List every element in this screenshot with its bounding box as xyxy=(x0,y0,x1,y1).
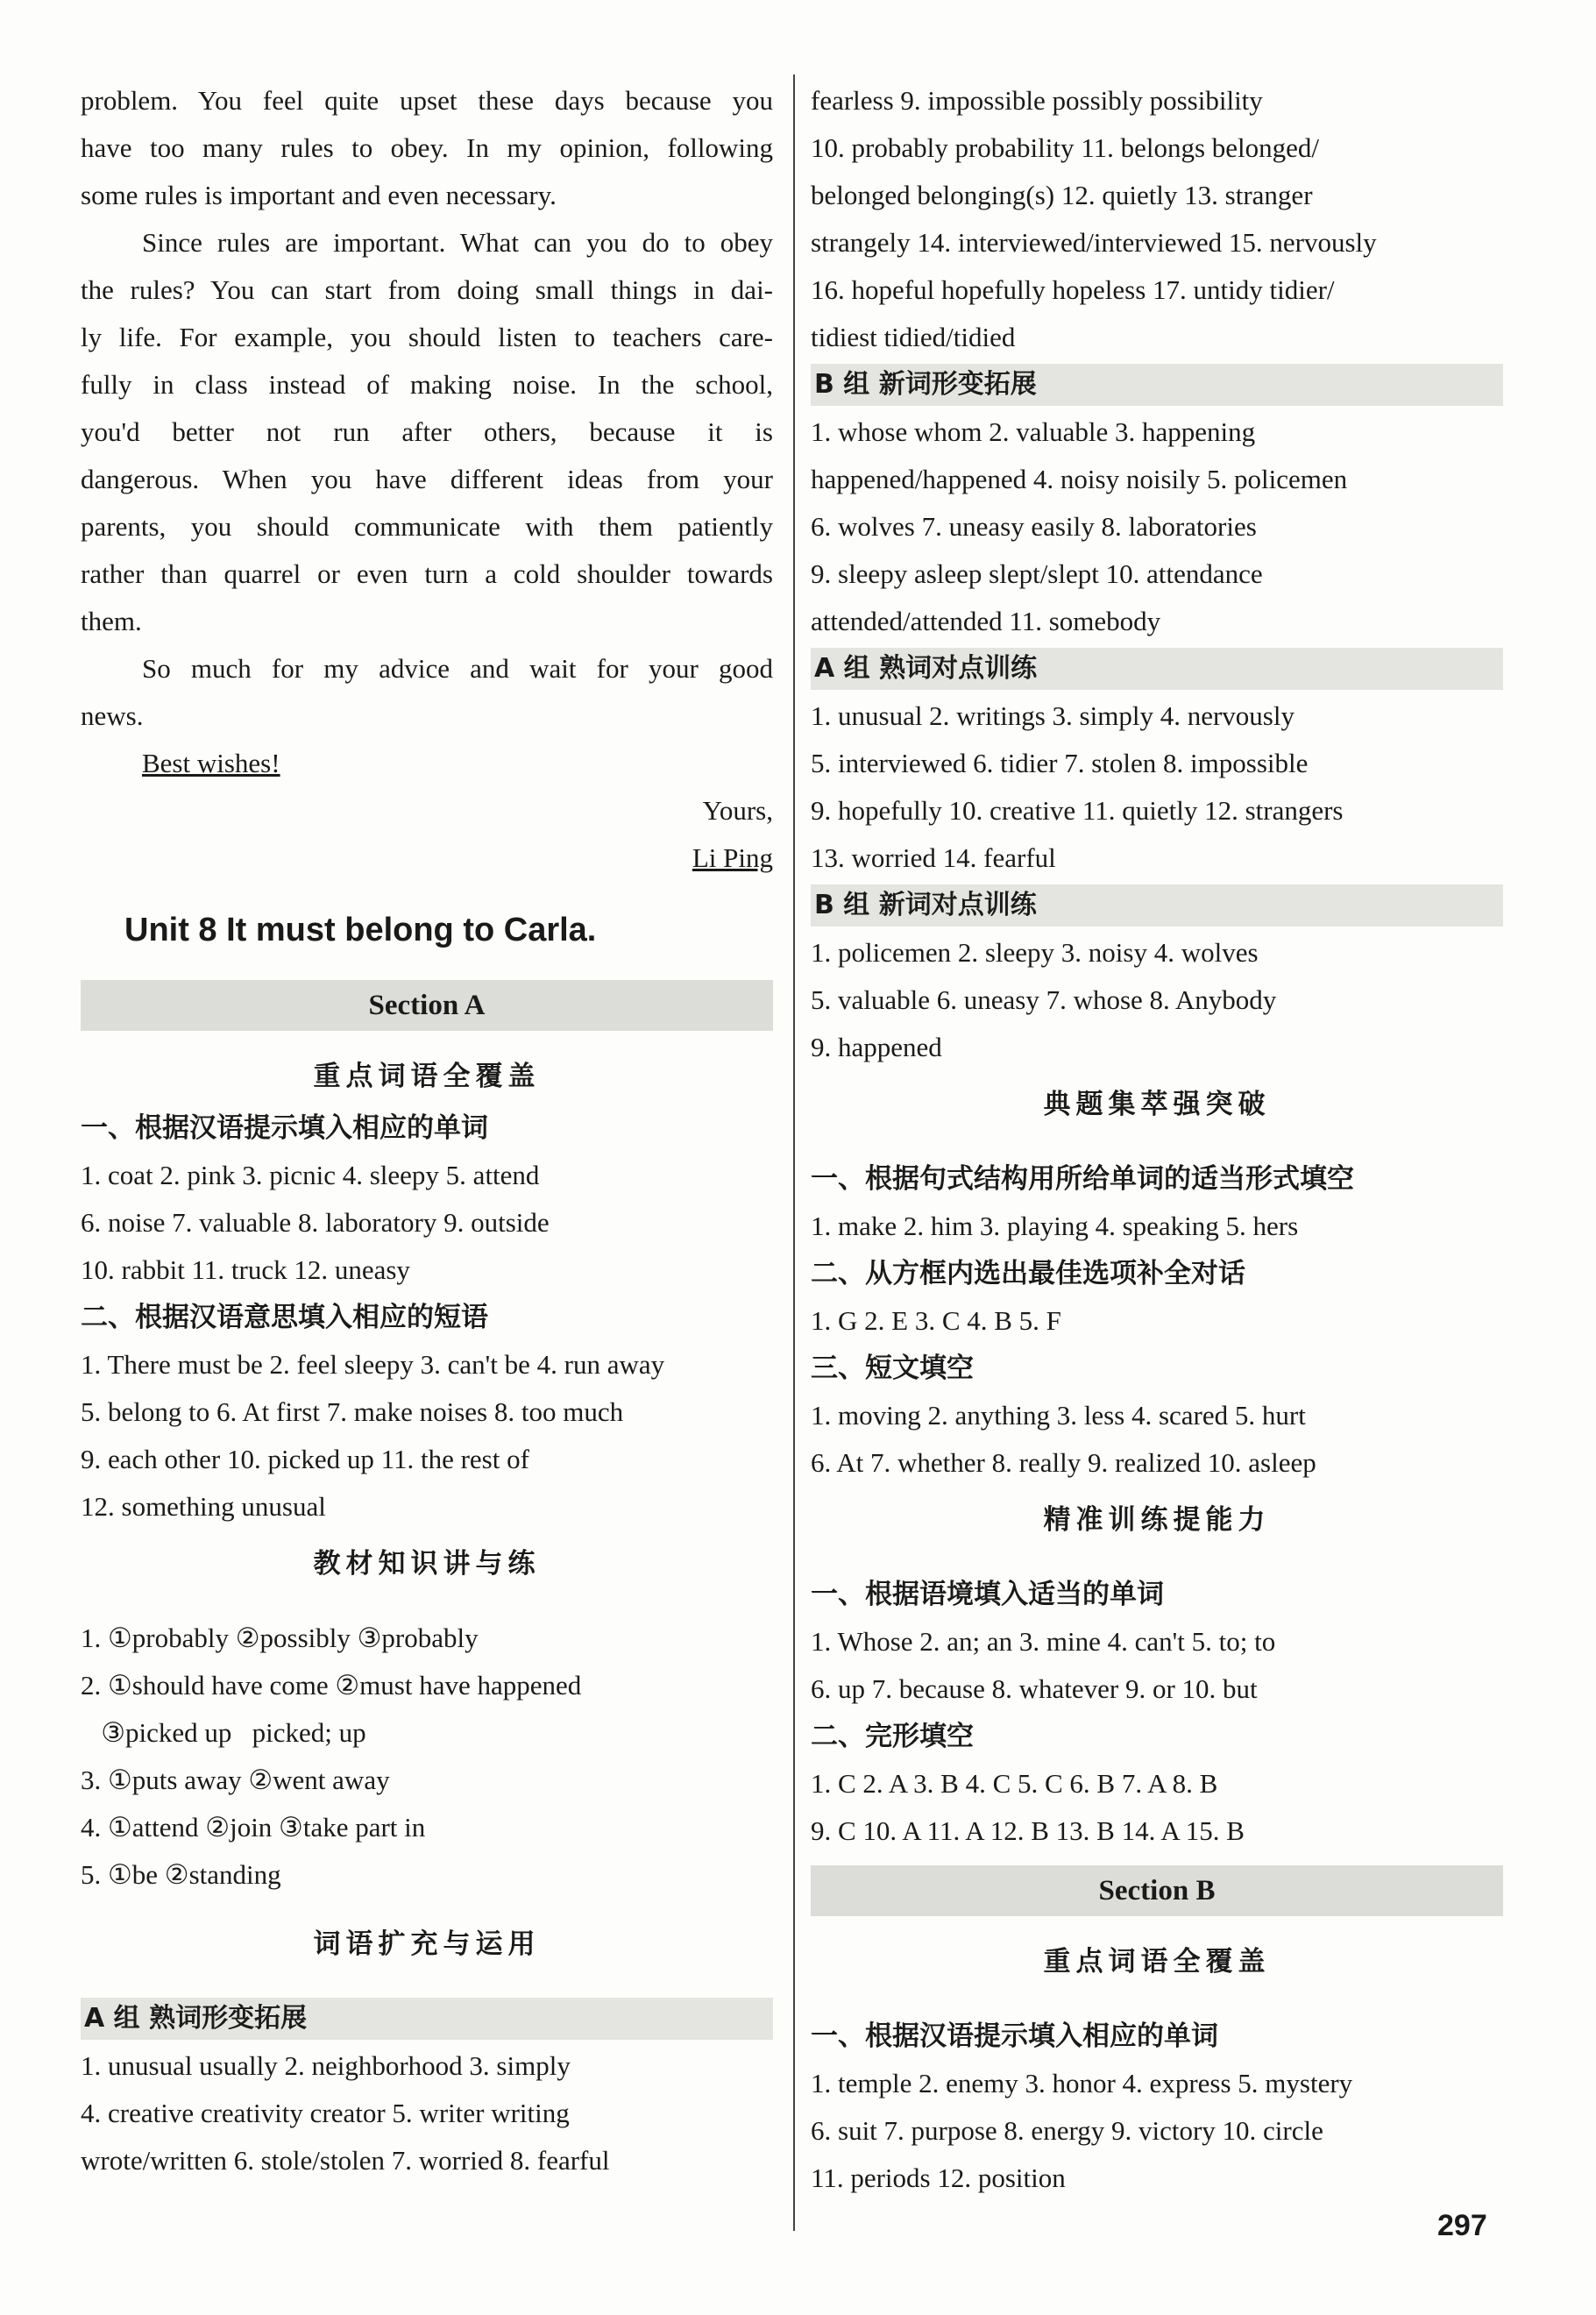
answer-line: 6. At 7. whether 8. really 9. realized 10. asleep xyxy=(811,1447,1316,1478)
heading-expand: 词语扩充与运用 xyxy=(313,1928,541,1960)
signature-text: Li Ping xyxy=(692,842,773,873)
answer-line: 10. rabbit 11. truck 12. uneasy xyxy=(81,1254,410,1285)
group-bar: A 组 熟词对点训练 xyxy=(811,648,1503,690)
heading-vocab: 重点词语全覆盖 xyxy=(313,1061,541,1092)
answer-line: 9. happened xyxy=(811,1032,942,1062)
text-line: parents, you should communicate with them patiently xyxy=(81,511,773,542)
text-line: rather than quarrel or even turn a cold shoulder towards xyxy=(81,558,773,589)
text-line: ly life. For example, you should listen to teachers care- xyxy=(81,322,773,352)
letter-sign-off: Yours, xyxy=(702,795,773,826)
text-line: some rules is important and even necessary. xyxy=(81,180,557,210)
answer-line: attended/attended 11. somebody xyxy=(811,606,1161,636)
answer-line: fearless 9. impossible possibly possibility xyxy=(811,85,1263,116)
sub-heading: 一、根据语境填入适当的单词 xyxy=(811,1579,1164,1610)
heading-textbook: 教材知识讲与练 xyxy=(313,1548,541,1580)
letter-paragraph-2 xyxy=(81,219,773,645)
group-bar: B 组 新词对点训练 xyxy=(811,884,1503,927)
heading-precise: 精准训练提能力 xyxy=(1043,1504,1271,1536)
letter-paragraph-3 xyxy=(81,645,773,740)
answer-line: 6. up 7. because 8. whatever 9. or 10. but xyxy=(811,1673,1258,1704)
answer-line: 1. unusual 2. writings 3. simply 4. nervously xyxy=(811,700,1295,731)
text-line: problem. You feel quite upset these days because you xyxy=(81,85,773,116)
answer-line: 16. hopeful hopefully hopeless 17. untidy tidier/ xyxy=(811,274,1335,305)
text-line: So much for my advice and wait for your good xyxy=(142,653,773,684)
closing-text: Best wishes! xyxy=(142,748,280,778)
answer-line: 1. make 2. him 3. playing 4. speaking 5. hers xyxy=(811,1211,1299,1241)
answer-line: 1. C 2. A 3. B 4. C 5. C 6. B 7. A 8. B xyxy=(811,1768,1218,1799)
answer-line: 5. interviewed 6. tidier 7. stolen 8. impossible xyxy=(811,748,1309,778)
answer-line: 1. Whose 2. an; an 3. mine 4. can't 5. to; to xyxy=(811,1626,1276,1657)
sub-heading: 二、从方框内选出最佳选项补全对话 xyxy=(811,1258,1245,1289)
heading-vocab-b: 重点词语全覆盖 xyxy=(1043,1946,1271,1978)
answer-line: 4. ①attend ②join ③take part in xyxy=(81,1812,426,1843)
answer-line: 4. creative creativity creator 5. writer writing xyxy=(81,2098,570,2128)
answer-line: wrote/written 6. stole/stolen 7. worried 8. fearful xyxy=(81,2145,610,2176)
text-line: the rules? You can start from doing small things in dai- xyxy=(81,274,773,305)
answer-line: 12. something unusual xyxy=(81,1491,326,1522)
answer-line: 1. whose whom 2. valuable 3. happening xyxy=(811,416,1256,447)
text-line: you'd better not run after others, because it is xyxy=(81,416,773,447)
sub-heading: 一、根据汉语提示填入相应的单词 xyxy=(811,2020,1218,2052)
answer-line: 5. ①be ②standing xyxy=(81,1859,281,1890)
text-line: them. xyxy=(81,606,142,636)
answer-line: 9. sleepy asleep slept/slept 10. attendance xyxy=(811,558,1263,589)
answer-line: 3. ①puts away ②went away xyxy=(81,1765,390,1795)
answer-line: 1. coat 2. pink 3. picnic 4. sleepy 5. attend xyxy=(81,1160,540,1190)
group-bar: B 组 新词形变拓展 xyxy=(811,364,1503,406)
answer-line: 1. ①probably ②possibly ③probably xyxy=(81,1623,479,1653)
answer-line: 1. moving 2. anything 3. less 4. scared 5. hurt xyxy=(811,1400,1306,1431)
letter-signature xyxy=(81,834,773,882)
answer-line: 5. belong to 6. At first 7. make noises 8. too much xyxy=(81,1396,624,1427)
answer-line: 9. C 10. A 11. A 12. B 13. B 14. A 15. B xyxy=(811,1815,1245,1846)
page-number: 297 xyxy=(1437,2209,1487,2242)
answer-line: ③picked up picked; up xyxy=(81,1717,366,1748)
answer-line: 13. worried 14. fearful xyxy=(811,842,1056,873)
answer-line: 11. periods 12. position xyxy=(811,2162,1066,2193)
text-line: Since rules are important. What can you do to obey xyxy=(142,227,773,258)
section-a-bar: Section A xyxy=(81,980,773,1031)
answer-line: 1. G 2. E 3. C 4. B 5. F xyxy=(811,1305,1061,1336)
letter-paragraph-1 xyxy=(81,77,773,219)
answer-line: happened/happened 4. noisy noisily 5. policemen xyxy=(811,464,1348,494)
group-bar: A 组 熟词形变拓展 xyxy=(81,1998,773,2040)
answer-line: 9. each other 10. picked up 11. the rest of xyxy=(81,1444,529,1474)
sub-heading: 一、根据汉语提示填入相应的单词 xyxy=(81,1112,488,1144)
text-line: fully in class instead of making noise. In the school, xyxy=(81,369,773,400)
sub-heading: 二、完形填空 xyxy=(811,1721,974,1752)
answer-line: 1. policemen 2. sleepy 3. noisy 4. wolves xyxy=(811,937,1259,968)
answer-line: tidiest tidied/tidied xyxy=(811,322,1016,352)
letter-closing xyxy=(81,740,773,787)
answer-line: 1. temple 2. enemy 3. honor 4. express 5. mystery xyxy=(811,2068,1353,2098)
answer-line: strangely 14. interviewed/interviewed 15. nervously xyxy=(811,227,1377,258)
answer-line: 6. noise 7. valuable 8. laboratory 9. outside xyxy=(81,1207,550,1238)
answer-line: 1. unusual usually 2. neighborhood 3. simply xyxy=(81,2050,571,2081)
answer-line: 6. suit 7. purpose 8. energy 9. victory 10. circle xyxy=(811,2115,1323,2146)
answer-line: 2. ①should have come ②must have happened xyxy=(81,1670,582,1701)
unit-title: Unit 8 It must belong to Carla. xyxy=(124,912,597,948)
right-column xyxy=(811,77,1503,2202)
left-column xyxy=(81,77,773,2184)
section-b-bar: Section B xyxy=(811,1865,1503,1916)
answer-line: 5. valuable 6. uneasy 7. whose 8. Anybody xyxy=(811,984,1277,1015)
sub-heading: 三、短文填空 xyxy=(811,1353,974,1384)
sub-heading: 二、根据汉语意思填入相应的短语 xyxy=(81,1302,488,1333)
answer-line: 9. hopefully 10. creative 11. quietly 12. strangers xyxy=(811,795,1344,826)
text-line: news. xyxy=(81,700,144,731)
answer-line: belonged belonging(s) 12. quietly 13. stranger xyxy=(811,180,1313,210)
answer-line: 10. probably probability 11. belongs belonged/ xyxy=(811,132,1320,163)
answer-line: 6. wolves 7. uneasy easily 8. laboratories xyxy=(811,511,1257,542)
heading-typical: 典题集萃强突破 xyxy=(1043,1089,1271,1120)
text-line: have too many rules to obey. In my opinion, following xyxy=(81,132,773,163)
column-divider xyxy=(793,75,795,2231)
sub-heading: 一、根据句式结构用所给单词的适当形式填空 xyxy=(811,1163,1354,1195)
text-line: dangerous. When you have different ideas from your xyxy=(81,464,773,494)
answer-line: 1. There must be 2. feel sleepy 3. can't be 4. run away xyxy=(81,1349,665,1380)
